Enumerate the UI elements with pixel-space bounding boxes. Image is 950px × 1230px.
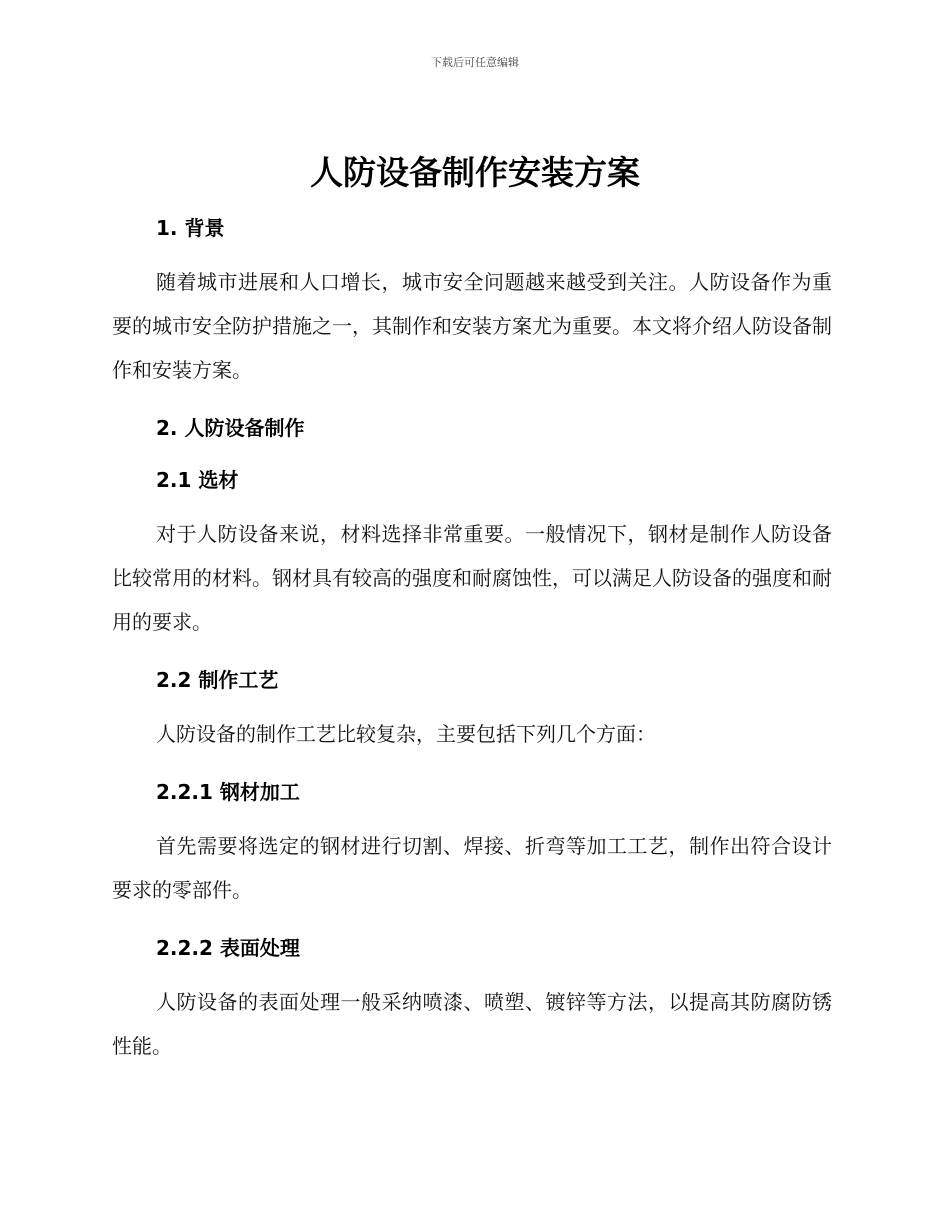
section-heading-surface-treatment: 2.2.2 表面处理 — [156, 936, 300, 960]
paragraph-background: 随着城市进展和人口增长，城市安全问题越来越受到关注。人防设备作为重要的城市安全防护措施之一，其制作和安装方案尤为重要。本文将介绍人防设备制作和安装方案。 — [112, 270, 832, 382]
section-heading-background: 1. 背景 — [156, 216, 225, 240]
paragraph-steel-processing: 首先需要将选定的钢材进行切割、焊接、折弯等加工工艺，制作出符合设计要求的零部件。 — [112, 834, 832, 902]
document-body — [112, 196, 832, 1080]
page-header-note: 下载后可任意编辑 — [431, 56, 519, 69]
document-title: 人防设备制作安装方案 — [310, 153, 640, 192]
section-heading-process: 2.2 制作工艺 — [156, 668, 279, 692]
section-heading-steel-processing: 2.2.1 钢材加工 — [156, 780, 300, 804]
paragraph-process: 人防设备的制作工艺比较复杂，主要包括下列几个方面： — [156, 722, 656, 746]
section-heading-material-selection: 2.1 选材 — [156, 468, 239, 492]
paragraph-material-selection: 对于人防设备来说，材料选择非常重要。一般情况下，钢材是制作人防设备比较常用的材料。钢材具有较高的强度和耐腐蚀性，可以满足人防设备的强度和耐用的要求。 — [112, 522, 832, 634]
paragraph-surface-treatment: 人防设备的表面处理一般采纳喷漆、喷塑、镀锌等方法，以提高其防腐防锈性能。 — [112, 990, 832, 1058]
section-heading-manufacturing: 2. 人防设备制作 — [156, 416, 305, 440]
